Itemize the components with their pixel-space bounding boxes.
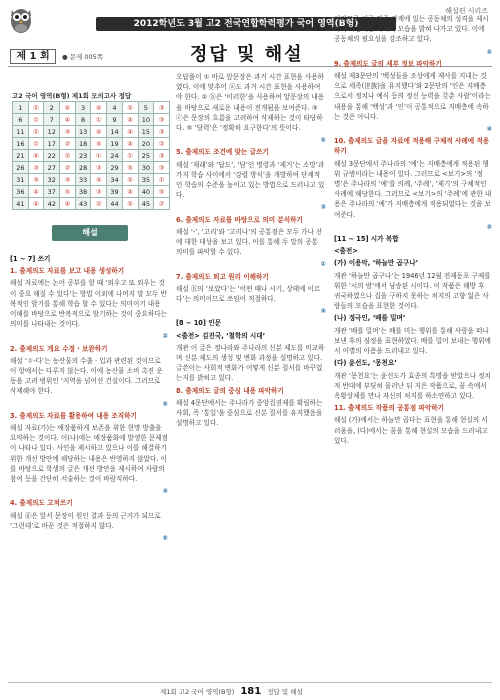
question-number-cell: 24 — [107, 150, 123, 162]
question-title: 4. 출제의도 고쳐쓰기 — [10, 499, 73, 508]
question-number-cell: 4 — [107, 102, 123, 114]
question-explanation: 해설 ‘ㅎ-다’는 농산물의 수출 · 입과 관련된 것이므로 이 항에서는 다루지 않는다. 이에 농산물 소비 촉진 운동을 고려 범위인 ‘지역을 넘어선 건설이다. 그러므로 삭제해야 한다. — [10, 356, 163, 396]
question-title: 3. 출제의도 자료를 활용하여 내용 조직하기 — [10, 411, 137, 420]
page-footer — [160, 686, 303, 697]
column-2 — [176, 72, 326, 680]
answer-row — [13, 102, 170, 114]
owl-logo-icon — [8, 4, 34, 34]
question-number-cell: 29 — [107, 162, 123, 174]
question-number-cell: 11 — [13, 126, 29, 138]
round-label: 제 1 회 — [10, 49, 56, 64]
question-number-cell: 41 — [13, 198, 29, 210]
question-explanation: 해설 ⓑ의 ‘보았다’는 ‘어떤 때나 시기, 상태에 이르다’는 의미이므로 쓰임이 적절하다. — [176, 284, 321, 304]
answer-row — [13, 186, 170, 198]
answer-cell: ④ — [122, 138, 138, 150]
answer-cell: ⑤ — [122, 102, 138, 114]
work-title: (가) 이용악, ‘하늘만 곱구나’ — [334, 259, 419, 268]
column-3 — [334, 14, 492, 680]
answer-cell: ③ — [154, 162, 170, 174]
question-explanation: 해설 4문단에서는 주나라가 중앙집권제를 확립하는 사회, 즉 ‘통일’을 중심으로 신분 질서를 유지했음을 설명하고 있다. — [176, 398, 323, 428]
answer-cell: ⑤ — [154, 186, 170, 198]
answer-cell: ① — [91, 114, 107, 126]
source-label: <출전> 김진국, ‘철학의 시대’ — [176, 331, 266, 340]
question-number-cell: 32 — [44, 174, 60, 186]
answer-cell: ② — [28, 126, 44, 138]
answer-mark: ④ — [320, 307, 326, 316]
answer-cell: ③ — [60, 126, 76, 138]
question-number-cell: 39 — [107, 186, 123, 198]
question-explanation: 해설 ‘-’, ‘고리’와 ‘고리나’의 공통점은 모두 가나 산에 대한 대상을 보고 있다. 이를 통해 두 말의 공통 의미를 파악할 수 있다. — [176, 227, 323, 257]
answer-cell: ② — [60, 138, 76, 150]
answer-cell: ③ — [154, 150, 170, 162]
answer-mark: ⑤ — [320, 136, 326, 145]
answer-row — [13, 138, 170, 150]
answer-note: 이러므로 서로 의존 관계에 있는 공동체의 성격을 제시하여 바람직한 사회의 모습을 밝혀 나가고 있다. 이에 공동체의 필요성을 강조하고 있다. — [334, 15, 489, 44]
answer-cell: ① — [91, 150, 107, 162]
answer-cell: ③ — [154, 114, 170, 126]
question-explanation: 해설 (가)에서는 하늘만 곱다는 표현을 통해 현실의 서러움을, (다)에서는 꿈을 통해 현실의 모습을 드러내고 있다. — [334, 416, 488, 445]
question-number-cell: 28 — [75, 162, 91, 174]
passage-overview: 개관 이 글은 정나라와 주나라의 신분 제도를 비교하며 신분 제도의 생성 및 변화 과정을 설명하고 있다. 글쓴이는 사회적 변화가 어떻게 신분 질서를 바꾸었는지를 밝히고 있다. — [176, 343, 325, 383]
question-number-cell: 26 — [13, 162, 29, 174]
question-number-cell: 43 — [75, 198, 91, 210]
answer-cell: ② — [154, 198, 170, 210]
answer-cell: ③ — [154, 126, 170, 138]
footer-exam-label: 제1회 고2 국어 영역(B형) — [160, 688, 235, 696]
answer-table — [12, 101, 170, 210]
answer-mark: ② — [162, 332, 168, 341]
answer-cell: ① — [122, 150, 138, 162]
question-number-cell: 3 — [75, 102, 91, 114]
question-number-cell: 42 — [44, 198, 60, 210]
answer-cell: ④ — [28, 198, 44, 210]
answer-cell: ① — [154, 174, 170, 186]
answer-cell: ⑤ — [122, 174, 138, 186]
question-number-cell: 13 — [75, 126, 91, 138]
question-number-cell: 1 — [13, 102, 29, 114]
answer-cell: ① — [28, 138, 44, 150]
work-title: (다) 윤선도, ‘몽천요’ — [334, 359, 397, 368]
question-explanation: 해설 3문단에서 주나라의 ‘예’는 지배층에게 적용된 행위 규범이라는 내용이 있다. 그러므로 <보기>의 ‘정명’은 주나라의 ‘예’를 의례, ‘주례’, ‘제기’의 구체적인 사례에 해당한다. 그러므로 <보기>의 ‘주례’에 관한 내용은 주나라의 ‘예’가 지배층에게 적용되었다는 것을 보여준다. — [334, 159, 492, 219]
answer-cell: ④ — [60, 198, 76, 210]
answer-row — [13, 150, 170, 162]
question-title: 10. 출제의도 글을 자료에 적용해 구체적 사례에 적용하기 — [334, 137, 490, 156]
question-number-cell: 6 — [13, 114, 29, 126]
question-number-cell: 37 — [44, 186, 60, 198]
passage-overview: 개관 ‘하늘만 곱구나’는 1946년 12월 전재동포 구제를 위한 ‘시의 밤’에서 낭송된 시이다. 이 작품은 해방 후 귀국하였으나 집을 구하지 못하는 처지의 고향 잃은 사람들의 모습을 표현한 것이다. — [334, 271, 491, 311]
answer-cell: ③ — [28, 162, 44, 174]
question-explanation: 해설 ‘재래’와 ‘답도’, ‘담’인 명령과 ‘제거’는 소망’과 가지 학습 사이에서 ‘강렬 방식’을 개발하여 단계적인 학습의 수준을 높이고 있는 방법으로 드러나고 있다. — [176, 160, 325, 200]
answer-row — [13, 114, 170, 126]
question-number-cell: 30 — [138, 162, 154, 174]
question-number-cell: 45 — [138, 198, 154, 210]
answer-cell: ② — [28, 102, 44, 114]
answer-cell: ⑤ — [122, 162, 138, 174]
question-number-cell: 22 — [44, 150, 60, 162]
passage-overview: 개관 ‘배를 밀며’는 배를 미는 행위를 통해 사랑을 떠나보낸 후의 심정을 표현하였다. 배를 밀어 보내는 행위에서 이별의 아픔을 드러내고 있다. — [334, 326, 491, 356]
question-number-cell: 7 — [44, 114, 60, 126]
series-label: 해설편 시리즈 — [445, 7, 488, 15]
answer-cell: ③ — [91, 186, 107, 198]
question-number-cell: 9 — [107, 114, 123, 126]
answer-cell: ⑤ — [28, 150, 44, 162]
question-title: 9. 출제의도 글의 세부 정보 파악하기 — [334, 59, 442, 68]
question-title: 11. 출제의도 작품의 공통점 파악하기 — [334, 404, 445, 413]
explanation-heading: 해설 — [52, 225, 128, 241]
page-title: 정답 및 해설 — [190, 44, 304, 65]
question-number-cell: 10 — [138, 114, 154, 126]
question-number-cell: 35 — [138, 174, 154, 186]
answer-mark: ③ — [486, 222, 492, 231]
question-number-cell: 27 — [44, 162, 60, 174]
question-number-cell: 5 — [138, 102, 154, 114]
answer-cell: ② — [91, 198, 107, 210]
answer-cell: ⑤ — [122, 198, 138, 210]
question-number-cell: 18 — [75, 138, 91, 150]
answer-cell: ① — [28, 114, 44, 126]
source-label: <출전> — [334, 247, 358, 256]
answer-mark: ① — [320, 260, 326, 269]
answer-cell: ⑤ — [91, 138, 107, 150]
question-number-cell: 14 — [107, 126, 123, 138]
question-number-cell: 36 — [13, 186, 29, 198]
question-number-cell: 8 — [75, 114, 91, 126]
question-number-cell: 38 — [75, 186, 91, 198]
answer-cell: ⑤ — [91, 174, 107, 186]
question-title: 6. 출제의도 자료를 바탕으로 의미 분석하기 — [176, 215, 303, 224]
answer-row — [13, 174, 170, 186]
answer-cell: ④ — [60, 114, 76, 126]
answer-mark: ③ — [320, 203, 326, 212]
question-number-cell: 12 — [44, 126, 60, 138]
answer-cell: ④ — [122, 186, 138, 198]
problem-page-ref: ● 문제 005쪽 — [62, 53, 104, 61]
question-number-cell: 23 — [75, 150, 91, 162]
answer-cell: ② — [60, 150, 76, 162]
answer-mark: ④ — [486, 125, 492, 134]
answer-table-title: 고2 국어 영역(B형) 제1회 모의고사 정답 — [12, 92, 132, 100]
work-title: (나) 정극인, ‘배를 밀며’ — [334, 314, 406, 323]
question-title: 5. 출제의도 조건에 맞는 글쓰기 — [176, 148, 269, 157]
answer-cell: ③ — [91, 162, 107, 174]
question-title: 1. 출제의도 자료를 보고 내용 생성하기 — [10, 267, 125, 276]
answer-note: 오답풀이 ① 바로 앞문장은 과거 시간 표현을 사용하였다. 이에 맞추어 ⓐ도 과거 시간 표현을 사용하여야 한다. ② ⓑ은 ‘이러한’을 사용하여 앞문장의 내용을 바탕으로 새로운 내용이 전개됨을 보여준다. ③ ⓒ은 문장의 흐름을 고려하여 삭제하는 것이 타당하다. ⑤ ‘담력’은 ‘정확히 요구한다’의 뜻이다. — [176, 73, 325, 133]
question-number-cell: 19 — [107, 138, 123, 150]
answer-cell: ② — [154, 138, 170, 150]
question-number-cell: 2 — [44, 102, 60, 114]
answer-cell: ④ — [28, 186, 44, 198]
question-number-cell: 15 — [138, 126, 154, 138]
answer-row — [13, 198, 170, 210]
question-number-cell: 16 — [13, 138, 29, 150]
question-explanation: 해설 자료에는 논어 공부를 할 때 ‘외우고 또 외우는 것이 중요 해질 수 있다’는 방법 이외에 나머지 말 모두 반복적인 암기를 통해 학습 할 수 있다는 의미이기 내용 이해를 바탕으로 반복적으로 암기하는 것이 중요하다는 의미를 나타내는 것이다. — [10, 279, 167, 329]
answer-row — [13, 162, 170, 174]
answer-cell: ③ — [60, 174, 76, 186]
answer-cell: ③ — [154, 102, 170, 114]
exam-banner: 2012학년도 3월 고2 전국연합학력평가 국어 영역(B형) — [96, 17, 396, 31]
answer-cell: ⑤ — [60, 102, 76, 114]
question-explanation: 해설 제3문단의 ‘백성들을 조상에게 제사를 지내는 것으로 세족(世族)을 유지했다’와 2문단의 ‘인은 지배층으로서 정치나 예식 등의 정신 능력을 갖춘 사람’이라는 내용을 통해 ‘백성’과 ‘인’이 공통적으로 지배층에 속하는 것은 아니다. — [334, 72, 491, 121]
question-title: 7. 출제의도 퇴고 원리 이해하기 — [176, 272, 269, 281]
question-number-cell: 17 — [44, 138, 60, 150]
question-number-cell: 40 — [138, 186, 154, 198]
footer-divider — [8, 682, 492, 683]
answer-row — [13, 126, 170, 138]
section-heading: [11 ~ 15] 시가 복합 — [334, 235, 399, 244]
footer-section-label: 정답 및 해설 — [267, 688, 303, 696]
question-number-cell: 21 — [13, 150, 29, 162]
question-explanation: 해설 ⓓ은 앞서 문장이 원인 결과 등의 근거가 되므로 ‘그런데’로 바꾼 것은 적절하지 않다. — [10, 511, 161, 530]
answer-cell: ② — [60, 162, 76, 174]
column-1 — [10, 252, 168, 680]
section-heading: [1 ~ 7] 쓰기 — [10, 255, 51, 263]
answer-cell: ④ — [122, 126, 138, 138]
answer-cell: ⑤ — [60, 186, 76, 198]
answer-cell: ④ — [91, 126, 107, 138]
question-number-cell: 20 — [138, 138, 154, 150]
section-heading: [8 ~ 10] 인문 — [176, 319, 221, 328]
answer-mark: ⑤ — [162, 399, 168, 408]
question-number-cell: 44 — [107, 198, 123, 210]
answer-mark: ④ — [162, 487, 168, 496]
answer-mark: ② — [486, 47, 492, 56]
question-number-cell: 34 — [107, 174, 123, 186]
question-number-cell: 33 — [75, 174, 91, 186]
answer-mark: ⑤ — [162, 534, 168, 543]
question-number-cell: 25 — [138, 150, 154, 162]
passage-overview: 개관 ‘몽천요’는 윤선도가 효종의 특명을 받았으나 정치적 반대에 부딪혀 물러난 뒤 지은 작품으로, 꿈 속에서 옥황상제를 만나 자신의 처지를 하소연하고 있다. — [334, 371, 491, 400]
question-title: 2. 출제의도 개요 수정 · 보완하기 — [10, 344, 108, 353]
question-title: 8. 출제의도 글의 중심 내용 파악하기 — [176, 386, 284, 395]
answer-cell: ③ — [28, 174, 44, 186]
answer-cell: ④ — [91, 102, 107, 114]
answer-cell: ④ — [122, 114, 138, 126]
question-number-cell: 31 — [13, 174, 29, 186]
page-number: 181 — [240, 686, 262, 697]
question-explanation: 해설 자료(가)는 애장품하게 보존을 위한 현명 방출을 요약하는 것이다. 이(나)에는 애장품화에 발생한 문제점이 나타나 있다. 사인을 제시하고 있으나 이를 해결하기 위한 개선 방안에 해당하는 내용은 반영하지 않았다. 이를 바탕으로 학생의 글은 개선 방안을 제시하여 사람의 참여 등을 간단히 서술하는 것이 바람직하다. — [10, 424, 168, 484]
